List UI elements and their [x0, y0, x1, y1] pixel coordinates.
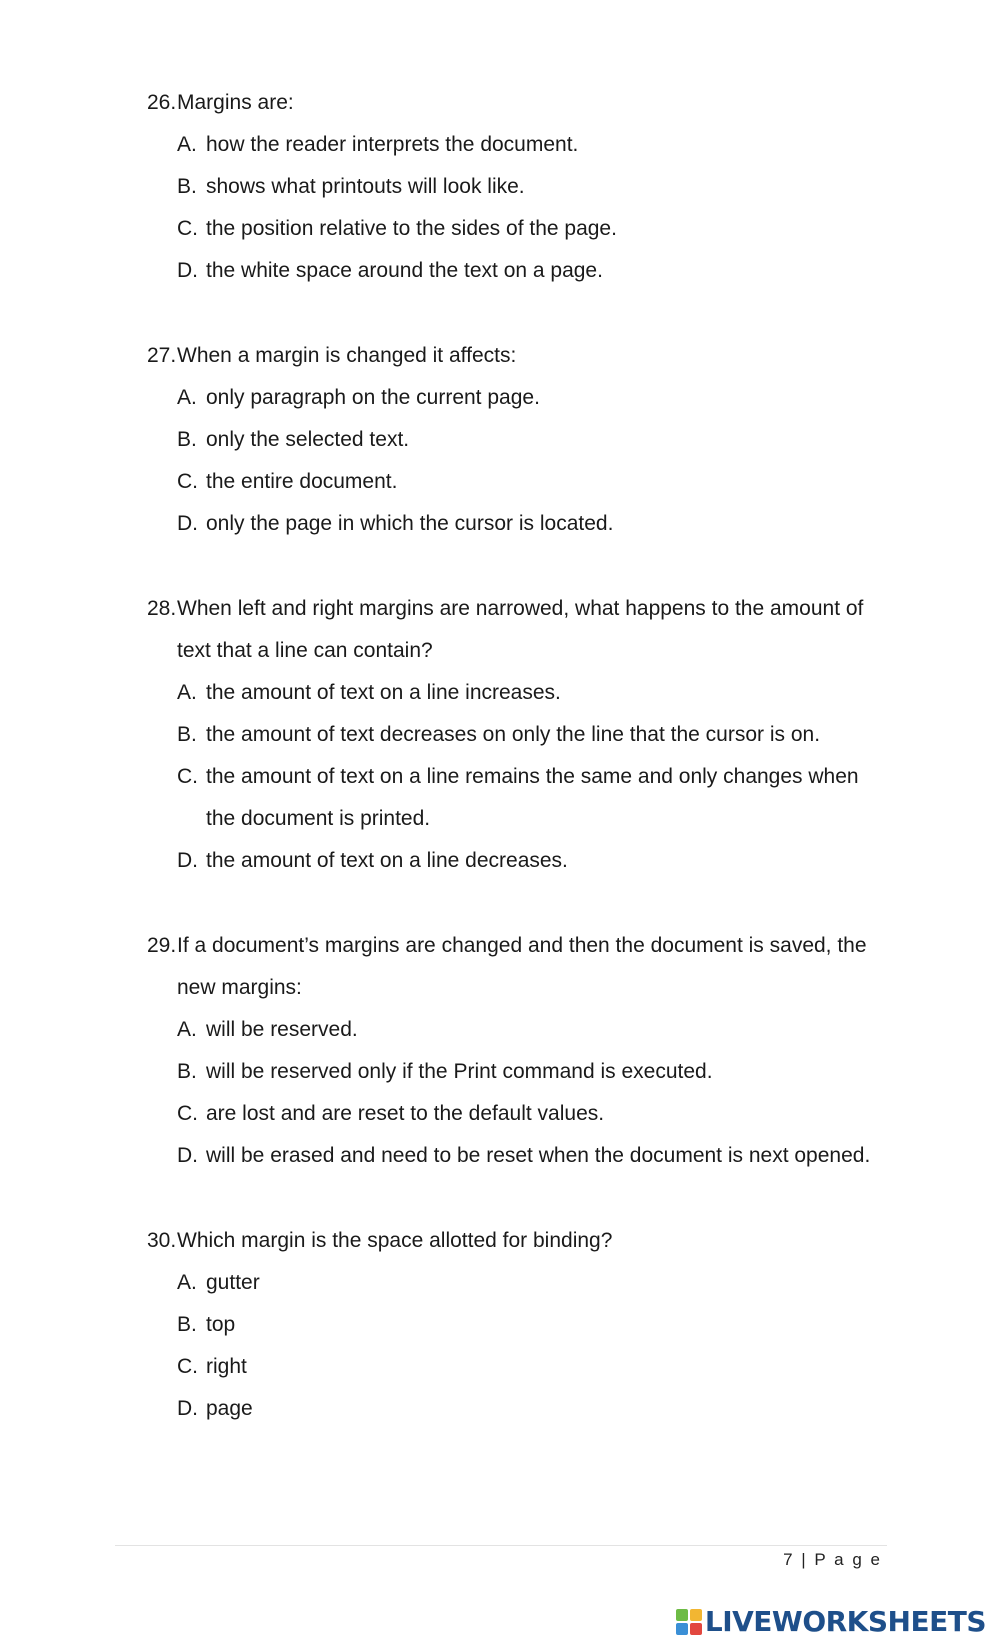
- answer-option-d[interactable]: [177, 840, 892, 882]
- option-letter: A.: [177, 386, 197, 409]
- answer-option-b[interactable]: [177, 714, 892, 756]
- option-letter: C.: [177, 470, 198, 493]
- answer-options: [147, 1262, 892, 1430]
- question-stem: [147, 588, 892, 672]
- question-number: 27.: [147, 344, 177, 367]
- question-number: 26.: [147, 91, 177, 114]
- answer-option-c[interactable]: [177, 208, 892, 250]
- liveworksheets-logo-icon: [676, 1609, 702, 1635]
- answer-option-d[interactable]: [177, 1135, 892, 1177]
- answer-option-b[interactable]: [177, 419, 892, 461]
- option-text: the amount of text decreases on only the line that the cursor is on.: [206, 723, 821, 746]
- option-letter: D.: [177, 1397, 198, 1420]
- option-letter: C.: [177, 1102, 198, 1125]
- question-stem: [147, 925, 892, 1009]
- question-text: Margins are:: [177, 91, 294, 114]
- answer-options: [147, 377, 892, 545]
- option-letter: C.: [177, 217, 198, 240]
- option-letter: D.: [177, 512, 198, 535]
- option-letter: B.: [177, 1313, 197, 1336]
- answer-option-d[interactable]: [177, 1388, 892, 1430]
- liveworksheets-brand[interactable]: [676, 1605, 986, 1639]
- option-letter: A.: [177, 681, 197, 704]
- option-text: the amount of text on a line decreases.: [206, 849, 568, 872]
- option-text: shows what printouts will look like.: [206, 175, 525, 198]
- option-text: page: [206, 1397, 253, 1420]
- option-text: gutter: [206, 1271, 260, 1294]
- option-letter: A.: [177, 1271, 197, 1294]
- option-text: only the page in which the cursor is located.: [206, 512, 614, 535]
- question-29: [147, 925, 892, 1177]
- option-letter: B.: [177, 723, 197, 746]
- option-letter: A.: [177, 133, 197, 156]
- option-text: how the reader interprets the document.: [206, 133, 579, 156]
- answer-option-a[interactable]: [177, 124, 892, 166]
- option-text: the white space around the text on a page.: [206, 259, 603, 282]
- option-letter: D.: [177, 259, 198, 282]
- question-number: 29.: [147, 934, 177, 957]
- answer-option-b[interactable]: [177, 166, 892, 208]
- option-text: only the selected text.: [206, 428, 410, 451]
- question-26: [147, 82, 892, 292]
- option-text: only paragraph on the current page.: [206, 386, 540, 409]
- answer-option-c[interactable]: [177, 756, 892, 840]
- question-stem: [147, 1220, 892, 1262]
- logo-square-yellow: [690, 1609, 702, 1621]
- option-text: the position relative to the sides of the page.: [206, 217, 617, 240]
- option-text: will be reserved only if the Print command is executed.: [206, 1060, 713, 1083]
- option-text: the amount of text on a line remains the same and only changes when the document is printed.: [206, 765, 859, 830]
- question-27: [147, 335, 892, 545]
- question-text: When left and right margins are narrowed, what happens to the amount of text that a line can contain?: [177, 597, 864, 662]
- answer-option-c[interactable]: [177, 461, 892, 503]
- answer-option-a[interactable]: [177, 672, 892, 714]
- option-text: will be erased and need to be reset when the document is next opened.: [206, 1144, 871, 1167]
- logo-square-blue: [676, 1623, 688, 1635]
- question-stem: [147, 82, 892, 124]
- answer-option-a[interactable]: [177, 377, 892, 419]
- brand-name: LIVEWORKSHEETS: [704, 1605, 986, 1638]
- logo-square-red: [690, 1623, 702, 1635]
- option-letter: C.: [177, 765, 198, 788]
- option-text: are lost and are reset to the default values.: [206, 1102, 605, 1125]
- option-letter: B.: [177, 1060, 197, 1083]
- option-letter: A.: [177, 1018, 197, 1041]
- answer-option-d[interactable]: [177, 250, 892, 292]
- question-stem: [147, 335, 892, 377]
- question-text: When a margin is changed it affects:: [177, 344, 517, 367]
- answer-option-a[interactable]: [177, 1262, 892, 1304]
- answer-option-d[interactable]: [177, 503, 892, 545]
- logo-square-green: [676, 1609, 688, 1621]
- option-text: the entire document.: [206, 470, 398, 493]
- question-text: If a document’s margins are changed and then the document is saved, the new margins:: [177, 934, 867, 999]
- answer-option-b[interactable]: [177, 1304, 892, 1346]
- question-text: Which margin is the space allotted for binding?: [177, 1229, 613, 1252]
- question-number: 28.: [147, 597, 177, 620]
- answer-options: [147, 124, 892, 292]
- option-letter: D.: [177, 849, 198, 872]
- question-28: [147, 588, 892, 882]
- option-text: top: [206, 1313, 236, 1336]
- answer-option-c[interactable]: [177, 1346, 892, 1388]
- option-letter: B.: [177, 428, 197, 451]
- option-text: right: [206, 1355, 247, 1378]
- page-number: 7 | P a g e: [783, 1550, 882, 1569]
- answer-options: [147, 1009, 892, 1177]
- question-number: 30.: [147, 1229, 177, 1252]
- answer-options: [147, 672, 892, 882]
- answer-option-c[interactable]: [177, 1093, 892, 1135]
- option-letter: B.: [177, 175, 197, 198]
- option-letter: C.: [177, 1355, 198, 1378]
- option-letter: D.: [177, 1144, 198, 1167]
- answer-option-a[interactable]: [177, 1009, 892, 1051]
- answer-option-b[interactable]: [177, 1051, 892, 1093]
- option-text: the amount of text on a line increases.: [206, 681, 561, 704]
- footer-divider: [115, 1545, 887, 1546]
- question-30: [147, 1220, 892, 1430]
- option-text: will be reserved.: [206, 1018, 358, 1041]
